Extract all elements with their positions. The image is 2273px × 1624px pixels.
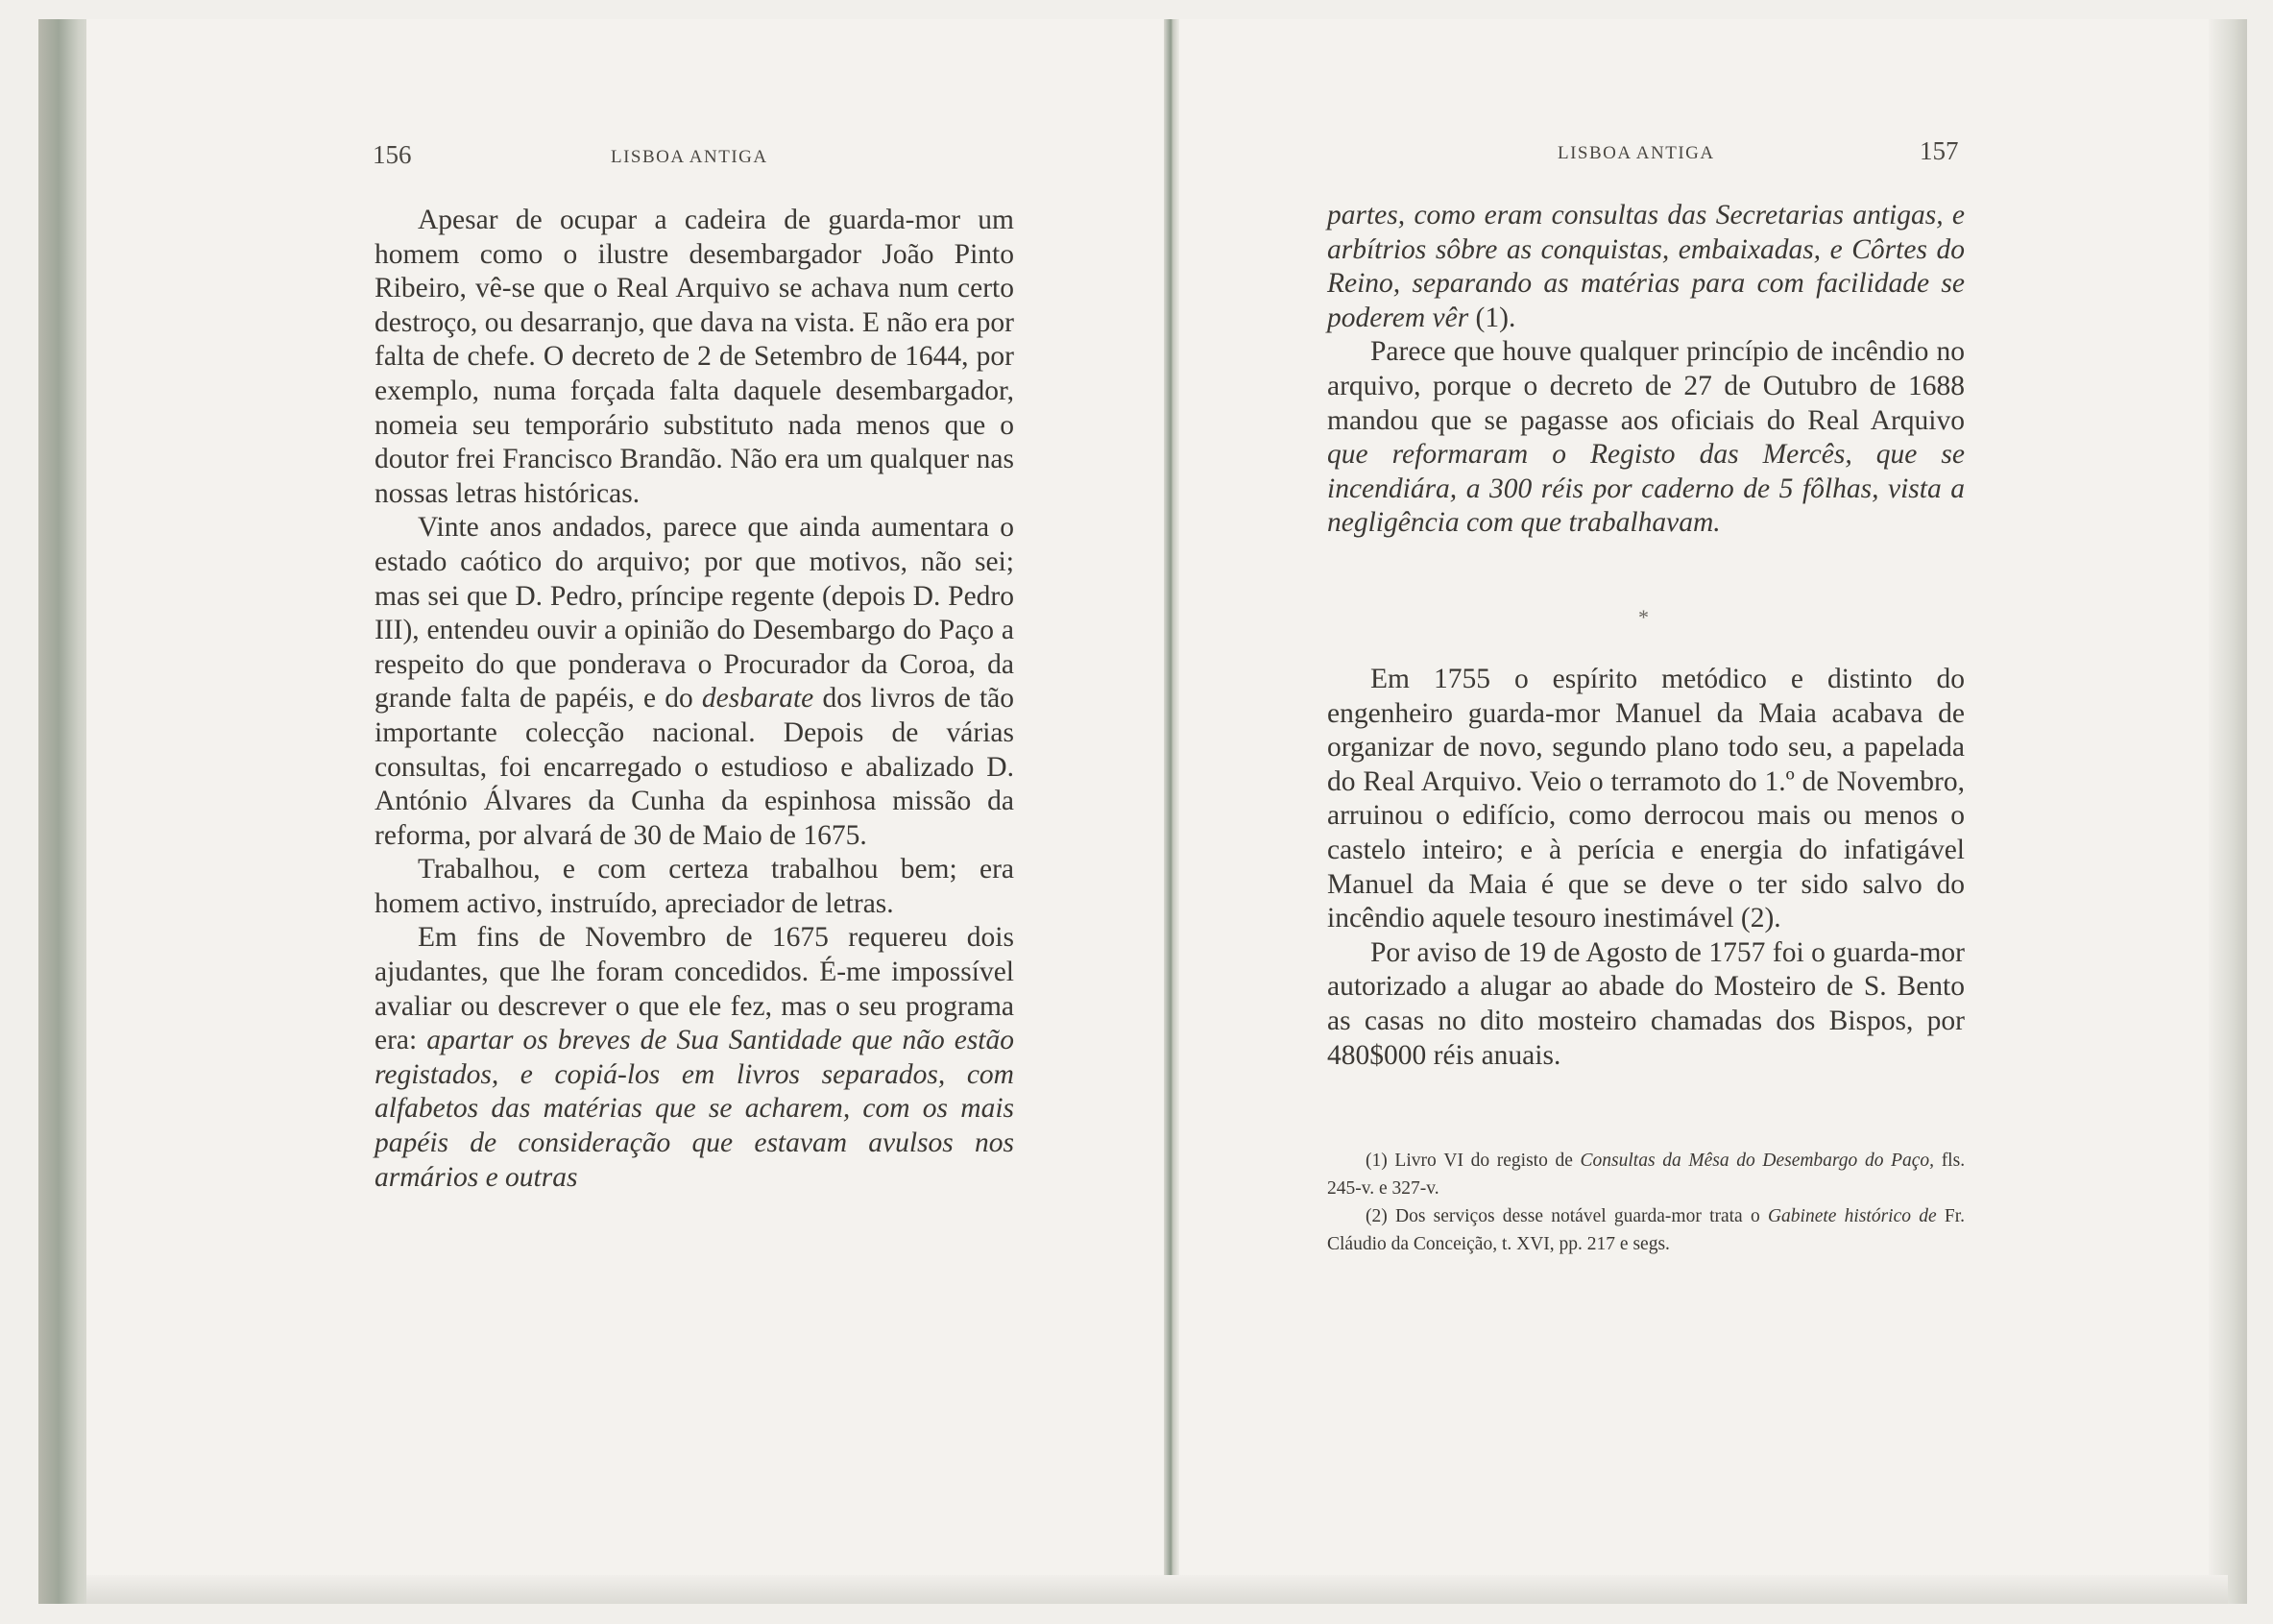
paragraph: Parece que houve qualquer princípio de incêndio no arquivo, porque o decreto de 27 de Outubro de 1688 mandou que se pagasse aos oficiais do Real Arquivo que reformaram o Registo das Mercês, que se incendiára, a 300 réis por caderno de 5 fôlhas, vista a negligência com que trabalhavam.: [1327, 336, 1965, 539]
paragraph: partes, como eram consultas das Secretarias antigas, e arbítrios sôbre as conquistas, embaixadas, e Côrtes do Reino, separando as matérias para com facilidade se poderem vêr (1).: [1327, 200, 1965, 333]
footnotes: [1327, 1147, 1965, 1258]
right-page-number: 157: [1920, 136, 1959, 165]
paragraph: Em fins de Novembro de 1675 requereu dois ajudantes, que lhe foram concedidos. É-me impossível avaliar ou descrever o que ele fez, mas o seu programa era: apartar os breves de Sua Santidade que não estão registados, e copiá-los em livros separados, com alfabetos das matérias que se acharem, com os mais papéis de consideração que estavam avulsos nos armários e outras: [375, 922, 1015, 1193]
book-spine: [1164, 19, 1179, 1599]
left-page-body: [375, 204, 1014, 1195]
paragraph: Trabalhou, e com certeza trabalhou bem; era homem activo, instruído, apreciador de letras.: [375, 854, 1014, 919]
paragraph: Apesar de ocupar a cadeira de guarda-mor um homem como o ilustre desembargador João Pinto Ribeiro, vê-se que o Real Arquivo se achava num certo destroço, ou desarranjo, que dava na vista. E não era por falta de chefe. O decreto de 2 de Setembro de 1644, por exemplo, numa forçada falta daquele desembargador, nomeia seu temporário substituto nada menos que o doutor frei Francisco Brandão. Não era um qualquer nas nossas letras históricas.: [375, 205, 1014, 509]
left-page-number: 156: [373, 140, 412, 169]
paragraph: Vinte anos andados, parece que ainda aumentara o estado caótico do arquivo; por que motivos, não sei; mas sei que D. Pedro, príncipe regente (depois D. Pedro III), entendeu ouvir a opinião do Desembargo do Paço a respeito do que ponderava o Procurador da Coroa, da grande falta de papéis, e do desbarate dos livros de tão importante colecção nacional. Depois de várias consultas, foi encarregado o estudioso e abalizado D. António Álvares da Cunha da espinhosa missão da reforma, por alvará de 30 de Maio de 1675.: [375, 512, 1015, 851]
page-bottom-shadow: [86, 1575, 2228, 1604]
book-right-edge: [2209, 19, 2247, 1604]
section-ornament: *: [1638, 605, 1649, 629]
footnote: (1) Livro VI do registo de Consultas da Mêsa do Desembargo do Paço, fls. 245-v. e 327-v.: [1327, 1151, 1966, 1199]
paragraph: Em 1755 o espírito metódico e distinto do engenheiro guarda-mor Manuel da Maia acabava de organizar de novo, segundo plano todo seu, a papelada do Real Arquivo. Veio o terramoto do 1.º de Novembro, arruinou o edifício, como derrocou mais ou menos o castelo inteiro; e à perícia e energia do infatigável Manuel da Maia é que se deve o ter sido salvo do incêndio aquele tesouro inestimável (2).: [1327, 664, 1965, 934]
right-page-body-top: [1327, 199, 1965, 541]
left-running-head: LISBOA ANTIGA: [611, 147, 768, 167]
paragraph: Por aviso de 19 de Agosto de 1757 foi o guarda-mor autorizado a alugar ao abade do Mosteiro de S. Bento as casas no dito mosteiro chamadas dos Bispos, por 480$000 réis anuais.: [1327, 936, 1965, 1071]
right-running-head: LISBOA ANTIGA: [1558, 143, 1715, 163]
footnote: (2) Dos serviços desse notável guarda-mor trata o Gabinete histórico de Fr. Cláudio da Conceição, t. XVI, pp. 217 e segs.: [1327, 1206, 1965, 1254]
right-page-body-bottom: [1327, 663, 1965, 1073]
